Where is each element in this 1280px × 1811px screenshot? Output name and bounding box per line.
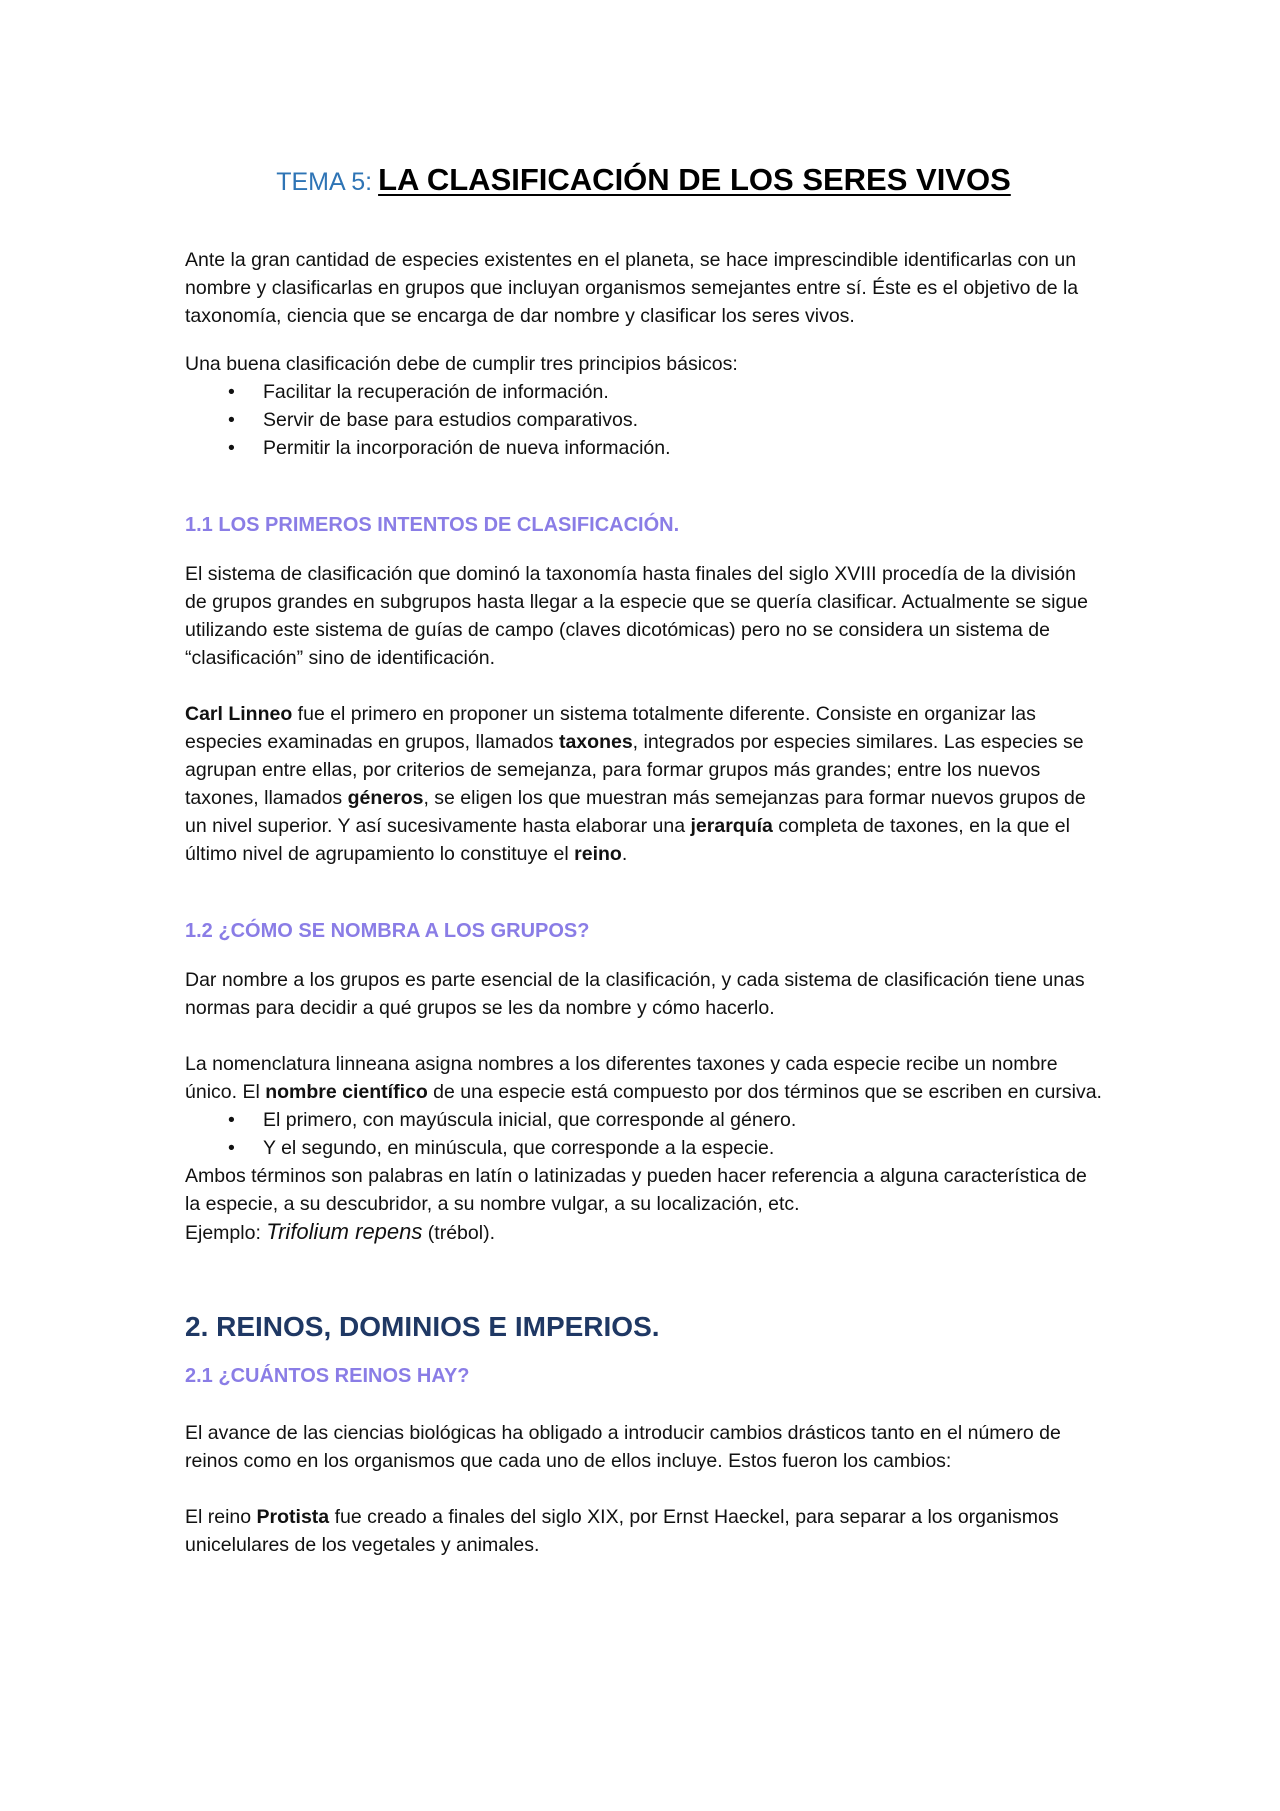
section-heading-2: 2. REINOS, DOMINIOS E IMPERIOS.	[185, 1311, 660, 1342]
list-item: • Permitir la incorporación de nueva información.	[185, 434, 1102, 462]
section-heading-1-2: 1.2 ¿CÓMO SE NOMBRA A LOS GRUPOS?	[185, 920, 590, 942]
bullet-icon: •	[228, 381, 235, 403]
terms-list	[185, 1106, 1102, 1162]
s21-paragraph-1: El avance de las ciencias biológicas ha obligado a introducir cambios drásticos tanto en el número de reinos como en los organismos que cada uno de ellos incluye. Estos fueron los cambios:	[185, 1422, 1061, 1472]
example-line: Ejemplo: Trifolium repens (trébol).	[185, 1219, 495, 1244]
section-heading-1-1: 1.1 LOS PRIMEROS INTENTOS DE CLASIFICACIÓN.	[185, 514, 680, 536]
intro-paragraph: Ante la gran cantidad de especies existentes en el planeta, se hace imprescindible identificarlas con un nombre y clasificarlas en grupos que incluyan organismos semejantes entre sí. Éste es el objetivo de la taxonomía, ciencia que se encarga de dar nombre y clasificar los seres vivos.	[185, 249, 1079, 327]
section-heading-2-1: 2.1 ¿CUÁNTOS REINOS HAY?	[185, 1365, 470, 1387]
s12-paragraph-2: La nomenclatura linneana asigna nombres a los diferentes taxones y cada especie recibe un nombre único. El nombre científico de una especie está compuesto por dos términos que se escriben en cursiva.	[185, 1053, 1102, 1103]
bullet-icon: •	[228, 1137, 235, 1159]
principles-list	[185, 378, 1102, 462]
title-prefix: TEMA 5:	[276, 168, 373, 196]
s11-paragraph-1: El sistema de clasificación que dominó la taxonomía hasta finales del siglo XVIII procedía de la división de grupos grandes en subgrupos hasta llegar a la especie que se quería clasificar. Actualmente se sigue utilizando este sistema de guías de campo (claves dicotómicas) pero no se considera un sistema de “clasificación” sino de identificación.	[185, 563, 1088, 669]
s12-paragraph-3: Ambos términos son palabras en latín o latinizadas y pueden hacer referencia a alguna característica de la especie, a su descubridor, a su nombre vulgar, a su localización, etc.	[185, 1165, 1087, 1215]
s12-paragraph-1: Dar nombre a los grupos es parte esencial de la clasificación, y cada sistema de clasificación tiene unas normas para decidir a qué grupos se les da nombre y cómo hacerlo.	[185, 969, 1085, 1019]
s21-paragraph-2: El reino Protista fue creado a finales del siglo XIX, por Ernst Haeckel, para separar a los organismos unicelulares de los vegetales y animales.	[185, 1506, 1059, 1556]
document-title	[185, 158, 1102, 208]
principles-intro: Una buena clasificación debe de cumplir tres principios básicos:	[185, 353, 738, 375]
bullet-icon: •	[228, 409, 235, 431]
list-item: • Facilitar la recuperación de información.	[185, 378, 1102, 406]
list-item: • Servir de base para estudios comparativos.	[185, 406, 1102, 434]
bullet-icon: •	[228, 437, 235, 459]
list-item: • Y el segundo, en minúscula, que corresponde a la especie.	[185, 1134, 1102, 1162]
s11-paragraph-2: Carl Linneo fue el primero en proponer un sistema totalmente diferente. Consiste en organizar las especies examinadas en grupos, llamados taxones, integrados por especies similares. Las especies se agrupan entre ellas, por criterios de semejanza, para formar grupos más grandes; entre los nuevos taxones, llamados géneros, se eligen los que muestran más semejanzas para formar nuevos grupos de un nivel superior. Y así sucesivamente hasta elaborar una jerarquía completa de taxones, en la que el último nivel de agrupamiento lo constituye el reino.	[185, 703, 1086, 865]
list-item: • El primero, con mayúscula inicial, que corresponde al género.	[185, 1106, 1102, 1134]
bullet-icon: •	[228, 1109, 235, 1131]
title-main: LA CLASIFICACIÓN DE LOS SERES VIVOS	[378, 162, 1011, 197]
